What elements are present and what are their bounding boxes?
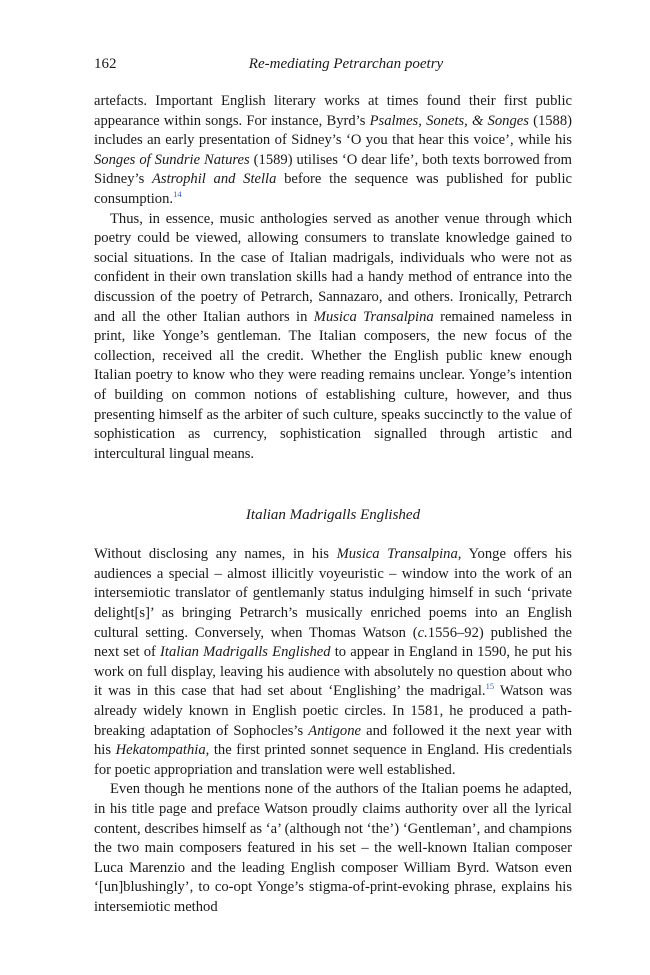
italic-title: Antigone — [308, 722, 361, 739]
footnote-marker-14[interactable]: 14 — [173, 189, 182, 200]
italic-title: Musica Transalpina — [313, 308, 434, 325]
italic-title: Psalmes, Sonets, & Songes — [369, 112, 529, 129]
text-run: Without disclosing any names, in his — [94, 546, 337, 563]
body-text — [94, 92, 572, 918]
text-run: , Yonge offers his audiences a special – almost illicitly voyeuristic – window into the work of an intersemiotic translator of gentlemanly status indulging himself in such ‘private delight[s]’ as bringing Petrarch’s musically enriched poems into an English cultural setting. Conversely, when Thomas Watson ( — [94, 546, 572, 641]
italic-title: Hekatompathia — [115, 742, 206, 759]
italic-title: Songes of Sundrie Natures — [94, 151, 250, 168]
italic-title: Italian Madrigalls Englished — [160, 644, 331, 661]
text-run: and followed it the next year with his — [94, 722, 573, 759]
running-head — [94, 53, 572, 75]
text-run: (1588) includes an early presentation of Sidney’s ‘O you that hear this voice’, while his — [94, 112, 573, 149]
section-heading: Italian Madrigalls Englished — [245, 507, 421, 524]
footnote-marker-15[interactable]: 15 — [485, 681, 495, 692]
paragraph-4 — [94, 780, 572, 917]
text-run: remained nameless in print, like Yonge’s gentleman. The Italian composers, the new focus of the collection, received all the credit. Whether the English public knew enough Italian poetry to know who they were reading remains unclear. Yonge’s intention of building on common notions of establishing culture, however, and thus presenting himself as the arbiter of such culture, speaks succinctly to the value of sophistication as currency, sophistication signalled through artistic and intercultural lingual means. — [94, 308, 573, 462]
italic-title: Musica Transalpina — [336, 546, 458, 563]
paragraph-1 — [94, 92, 572, 210]
text-run: , the first printed sonnet sequence in England. His credentials for poetic appropriation and translation were well established. — [94, 742, 573, 778]
paragraph-3 — [94, 545, 572, 780]
text-run: before the sequence was published for public consumption. — [94, 171, 573, 207]
text-run: artefacts. Important English literary works at times found their first public appearance within songs. For instance, Byrd’s — [94, 93, 572, 129]
text-run: Thus, in essence, music anthologies served as another venue through which poetry could be viewed, allowing consumers to translate knowledge gained to social situations. In the case of Italian madrigals, individuals who were not as confident in their own translation skills had a handy method of entrance into the discussion of the poetry of Petrarch, Sannazaro, and others. Ironically, Petrarch and all the other Italian authors in — [94, 210, 572, 325]
running-title: Re-mediating Petrarchan poetry — [248, 56, 444, 72]
page-number: 162 — [94, 56, 117, 72]
text-run: Watson was already widely known in English poetic circles. In 1581, he produced a path-breaking adaptation of Sophocles’s — [94, 683, 572, 739]
italic-abbrev: c. — [417, 624, 428, 641]
italic-title: Astrophil and Stella — [152, 171, 277, 188]
text-run: (1589) utilises ‘O dear life’, both texts borrowed from Sidney’s — [94, 151, 572, 188]
text-run: Even though he mentions none of the authors of the Italian poems he adapted, in his title page and preface Watson proudly claims authority over all the lyrical content, describes himself as ‘a’ (although not ‘the’) ‘Gentleman’, and champions the two main composers featured in his set – the well-known Italian composer Luca Marenzio and the leading English composer William Byrd. Watson even ‘[un]blushingly’, to co-opt Yonge’s stigma-of-print-evoking phrase, explains his intersemiotic method — [94, 781, 572, 915]
paragraph-2 — [94, 210, 572, 465]
text-run: 1556–92) published the next set of — [94, 624, 572, 661]
text-run: to appear in England in 1590, he put his work on full display, leaving his audience with absolutely no question about who it was in this case that had set about ‘Englishing’ the madrigal. — [94, 644, 572, 700]
